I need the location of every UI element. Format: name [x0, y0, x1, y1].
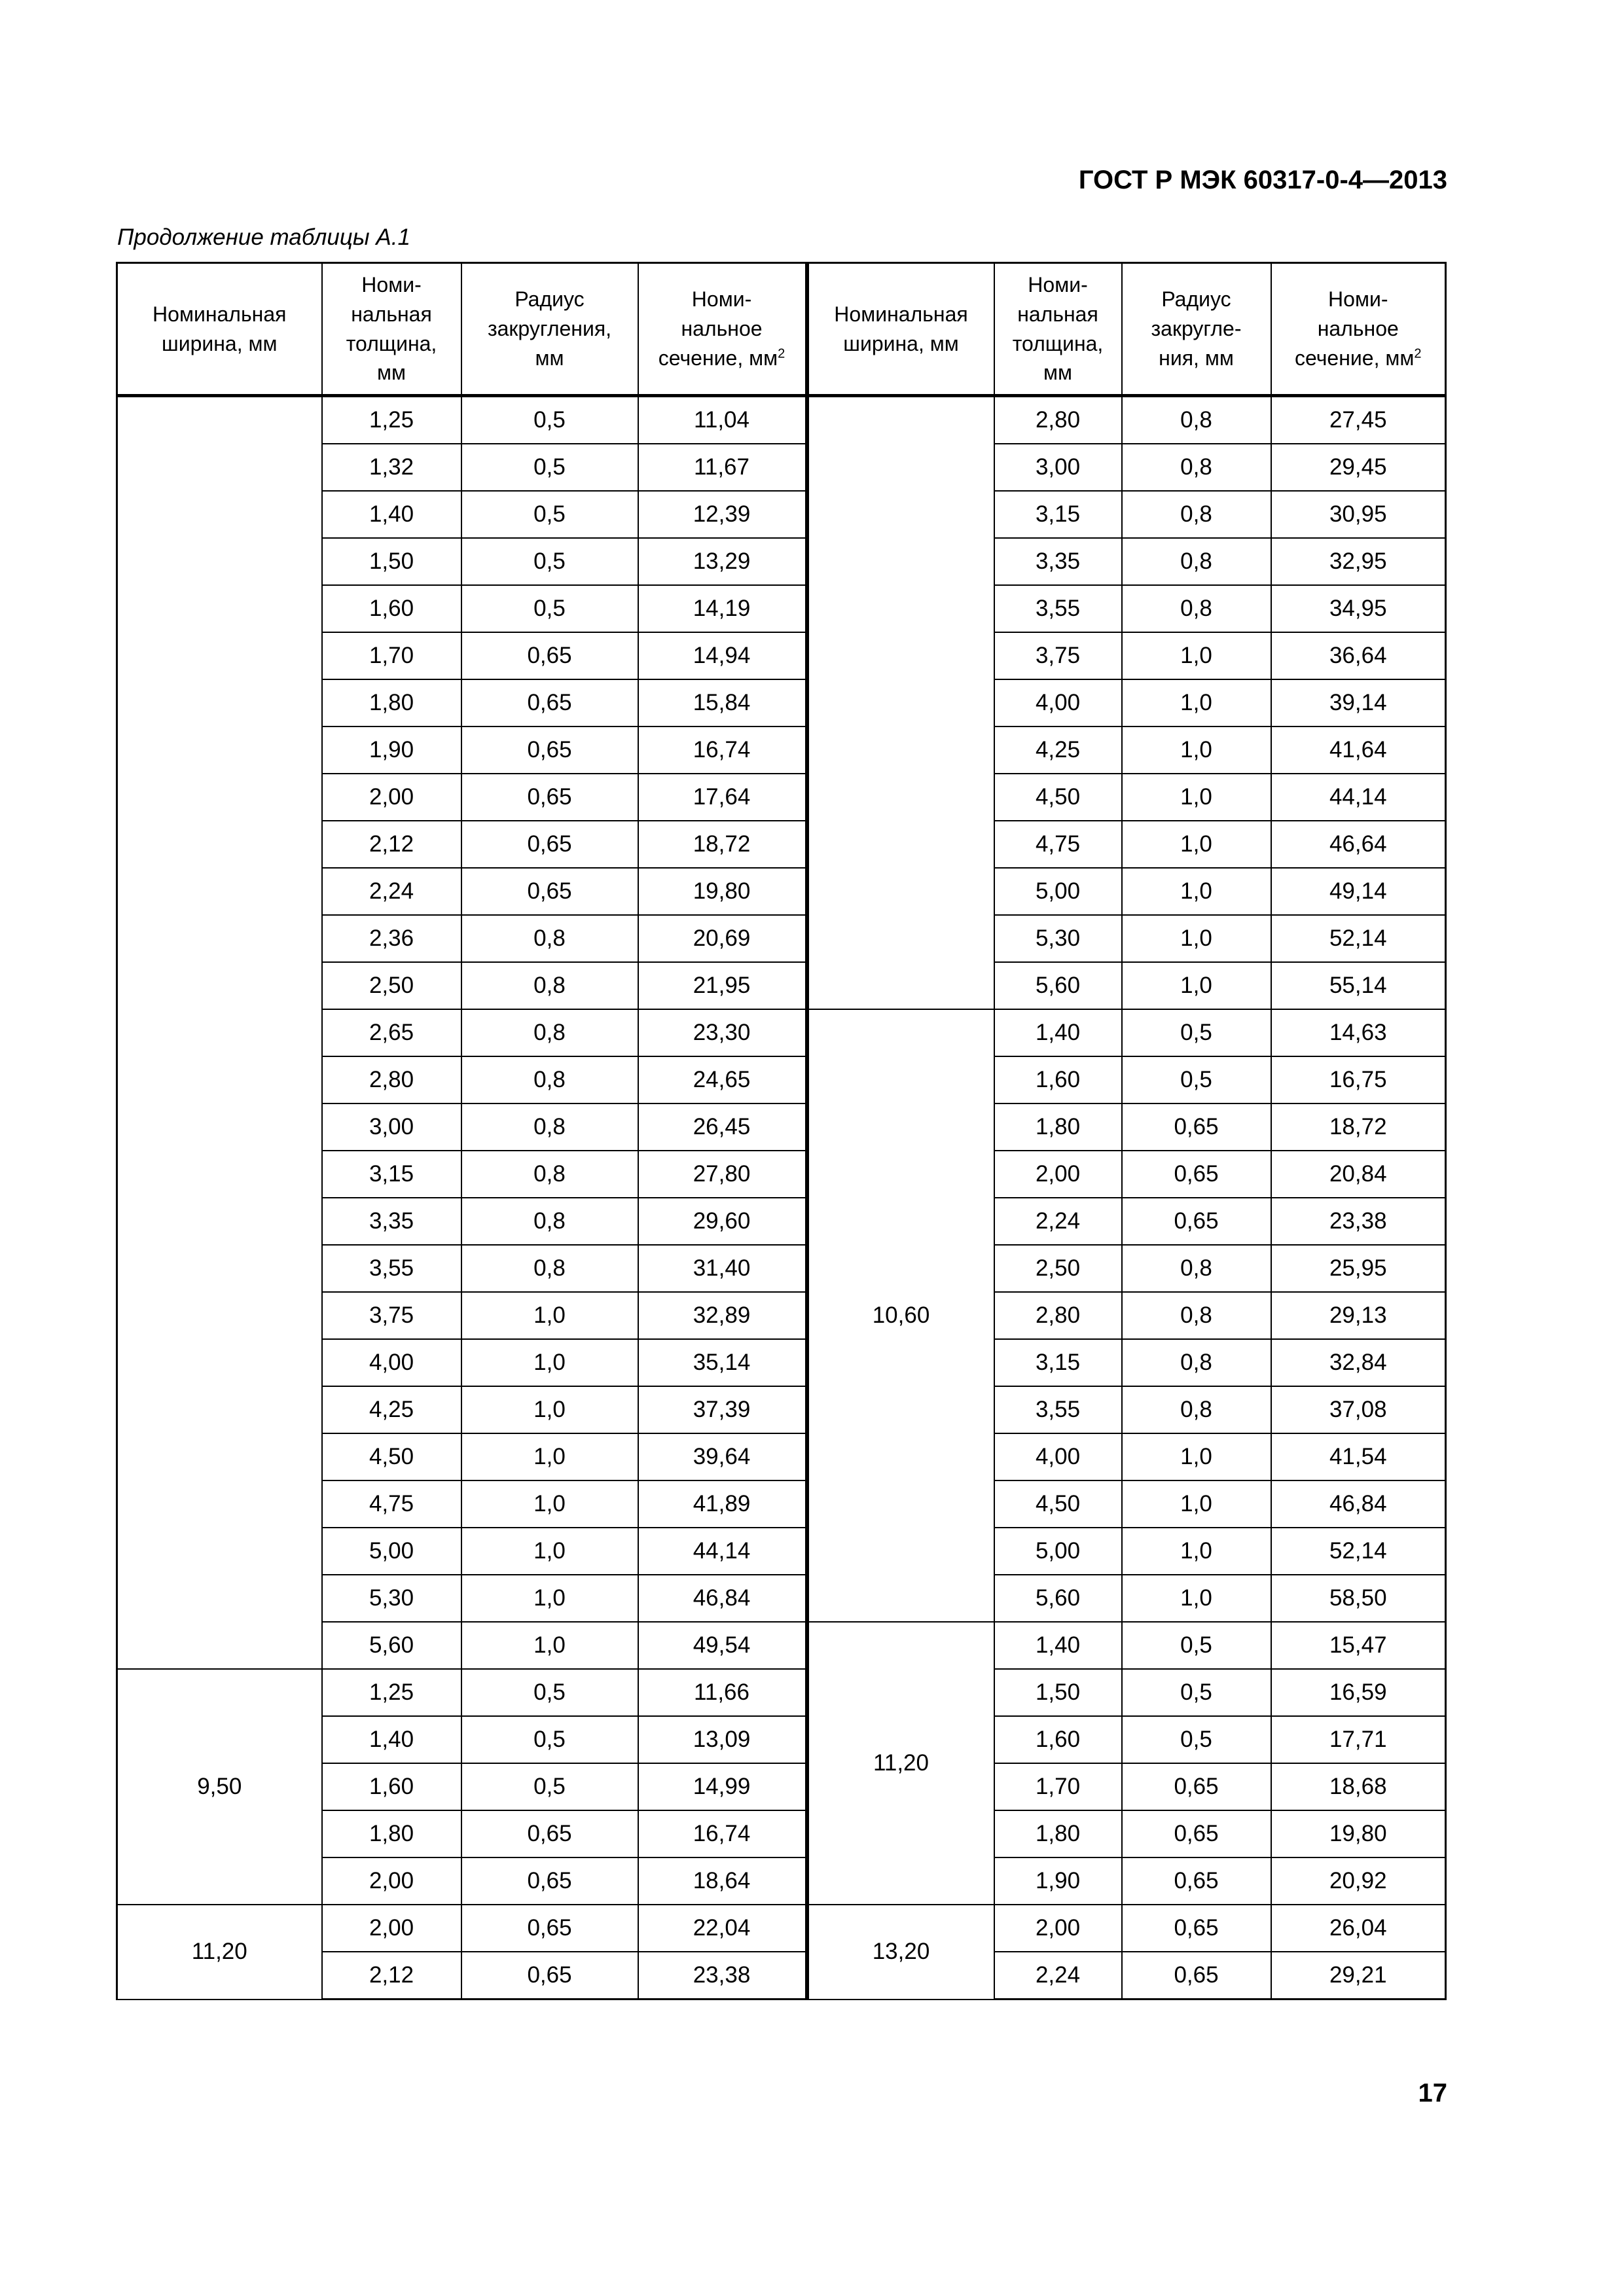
thickness-cell: 1,90	[994, 1857, 1122, 1905]
header-line: нальное	[1317, 317, 1399, 341]
radius-cell: 0,65	[461, 679, 638, 726]
thickness-cell: 2,12	[322, 1952, 461, 2000]
thickness-cell: 4,00	[994, 1433, 1122, 1480]
header-line: Номи-	[361, 272, 422, 296]
thickness-cell: 1,90	[322, 726, 461, 774]
table-body	[117, 396, 1446, 2000]
section-cell: 16,74	[638, 726, 807, 774]
radius-cell: 0,5	[461, 585, 638, 632]
thickness-cell: 5,60	[322, 1622, 461, 1669]
section-cell: 46,64	[1271, 821, 1446, 868]
radius-cell: 0,65	[461, 821, 638, 868]
section-cell: 46,84	[638, 1575, 807, 1622]
table-row	[117, 396, 1446, 444]
thickness-cell: 3,55	[994, 585, 1122, 632]
radius-cell: 0,5	[1122, 1622, 1271, 1669]
thickness-cell: 2,00	[322, 1905, 461, 1952]
header-line: закругле-	[1151, 317, 1242, 341]
section-cell: 55,14	[1271, 962, 1446, 1009]
column-header	[322, 263, 461, 396]
radius-cell: 1,0	[1122, 915, 1271, 962]
radius-cell: 0,65	[461, 632, 638, 679]
header-line: нальная	[1017, 302, 1098, 326]
width-cell: 13,20	[807, 1905, 994, 2000]
section-cell: 18,72	[1271, 1103, 1446, 1151]
radius-cell: 0,5	[461, 396, 638, 444]
thickness-cell: 3,55	[322, 1245, 461, 1292]
thickness-cell: 1,70	[994, 1763, 1122, 1810]
radius-cell: 0,65	[461, 1857, 638, 1905]
section-cell: 19,80	[1271, 1810, 1446, 1857]
page-number: 17	[1418, 2079, 1447, 2108]
section-cell: 31,40	[638, 1245, 807, 1292]
radius-cell: 0,5	[1122, 1009, 1271, 1056]
header-line: мм	[377, 361, 406, 385]
header-line: закругления,	[487, 317, 612, 341]
thickness-cell: 2,80	[322, 1056, 461, 1103]
thickness-cell: 1,25	[322, 1669, 461, 1716]
section-cell: 17,71	[1271, 1716, 1446, 1763]
section-cell: 52,14	[1271, 1528, 1446, 1575]
thickness-cell: 2,24	[322, 868, 461, 915]
section-cell: 12,39	[638, 491, 807, 538]
radius-cell: 0,5	[1122, 1056, 1271, 1103]
section-cell: 11,67	[638, 444, 807, 491]
section-cell: 24,65	[638, 1056, 807, 1103]
thickness-cell: 3,35	[994, 538, 1122, 585]
radius-cell: 0,8	[461, 1198, 638, 1245]
thickness-cell: 4,75	[322, 1480, 461, 1528]
radius-cell: 0,8	[1122, 1386, 1271, 1433]
unit-superscript: 2	[1414, 346, 1422, 361]
thickness-cell: 2,36	[322, 915, 461, 962]
section-cell: 23,38	[1271, 1198, 1446, 1245]
thickness-cell: 5,60	[994, 1575, 1122, 1622]
section-cell: 37,08	[1271, 1386, 1446, 1433]
thickness-cell: 1,40	[322, 491, 461, 538]
radius-cell: 1,0	[461, 1622, 638, 1669]
header-line: нальная	[351, 302, 432, 326]
radius-cell: 1,0	[461, 1528, 638, 1575]
header-line: ния, мм	[1159, 346, 1234, 370]
radius-cell: 0,5	[461, 444, 638, 491]
header-row	[117, 263, 1446, 396]
section-cell: 21,95	[638, 962, 807, 1009]
radius-cell: 1,0	[1122, 726, 1271, 774]
thickness-cell: 5,30	[994, 915, 1122, 962]
table-row	[117, 1669, 1446, 1716]
radius-cell: 0,65	[1122, 1198, 1271, 1245]
thickness-cell: 3,00	[322, 1103, 461, 1151]
section-cell: 20,84	[1271, 1151, 1446, 1198]
thickness-cell: 2,00	[322, 1857, 461, 1905]
thickness-cell: 1,80	[994, 1103, 1122, 1151]
header-line: Номинальная	[834, 302, 968, 326]
radius-cell: 0,65	[461, 1905, 638, 1952]
thickness-cell: 1,60	[994, 1716, 1122, 1763]
section-cell: 25,95	[1271, 1245, 1446, 1292]
table-caption: Продолжение таблицы А.1	[117, 224, 410, 250]
column-header	[638, 263, 807, 396]
section-cell: 29,13	[1271, 1292, 1446, 1339]
section-cell: 30,95	[1271, 491, 1446, 538]
thickness-cell: 2,00	[994, 1905, 1122, 1952]
radius-cell: 1,0	[1122, 821, 1271, 868]
width-cell: 11,20	[117, 1905, 322, 2000]
section-cell: 16,59	[1271, 1669, 1446, 1716]
section-cell: 36,64	[1271, 632, 1446, 679]
radius-cell: 0,5	[1122, 1716, 1271, 1763]
thickness-cell: 3,15	[322, 1151, 461, 1198]
thickness-cell: 2,00	[994, 1151, 1122, 1198]
thickness-cell: 4,75	[994, 821, 1122, 868]
thickness-cell: 1,40	[322, 1716, 461, 1763]
thickness-cell: 3,00	[994, 444, 1122, 491]
thickness-cell: 3,75	[322, 1292, 461, 1339]
section-cell: 49,14	[1271, 868, 1446, 915]
section-cell: 19,80	[638, 868, 807, 915]
section-cell: 29,45	[1271, 444, 1446, 491]
radius-cell: 0,5	[461, 491, 638, 538]
radius-cell: 0,8	[1122, 1245, 1271, 1292]
section-cell: 44,14	[638, 1528, 807, 1575]
radius-cell: 1,0	[461, 1433, 638, 1480]
radius-cell: 0,65	[1122, 1905, 1271, 1952]
width-cell	[807, 396, 994, 1010]
radius-cell: 0,8	[1122, 1339, 1271, 1386]
radius-cell: 0,5	[461, 1669, 638, 1716]
section-cell: 17,64	[638, 774, 807, 821]
section-cell: 15,84	[638, 679, 807, 726]
thickness-cell: 3,15	[994, 1339, 1122, 1386]
section-cell: 20,92	[1271, 1857, 1446, 1905]
width-cell: 11,20	[807, 1622, 994, 1905]
thickness-cell: 2,65	[322, 1009, 461, 1056]
section-cell: 46,84	[1271, 1480, 1446, 1528]
section-cell: 13,29	[638, 538, 807, 585]
thickness-cell: 3,35	[322, 1198, 461, 1245]
section-cell: 32,95	[1271, 538, 1446, 585]
radius-cell: 1,0	[1122, 1433, 1271, 1480]
width-cell: 10,60	[807, 1009, 994, 1622]
thickness-cell: 1,40	[994, 1009, 1122, 1056]
thickness-cell: 1,70	[322, 632, 461, 679]
radius-cell: 0,8	[461, 915, 638, 962]
thickness-cell: 4,25	[322, 1386, 461, 1433]
radius-cell: 0,8	[1122, 396, 1271, 444]
radius-cell: 0,65	[1122, 1857, 1271, 1905]
header-line: толщина,	[346, 331, 437, 355]
section-cell: 37,39	[638, 1386, 807, 1433]
section-cell: 26,04	[1271, 1905, 1446, 1952]
radius-cell: 1,0	[1122, 679, 1271, 726]
section-cell: 39,14	[1271, 679, 1446, 726]
radius-cell: 0,5	[461, 538, 638, 585]
section-cell: 32,89	[638, 1292, 807, 1339]
section-cell: 34,95	[1271, 585, 1446, 632]
thickness-cell: 4,50	[322, 1433, 461, 1480]
section-cell: 13,09	[638, 1716, 807, 1763]
radius-cell: 0,8	[1122, 1292, 1271, 1339]
radius-cell: 0,8	[1122, 538, 1271, 585]
thickness-cell: 3,15	[994, 491, 1122, 538]
width-cell	[117, 396, 322, 1670]
section-cell: 41,89	[638, 1480, 807, 1528]
thickness-cell: 1,40	[994, 1622, 1122, 1669]
thickness-cell: 5,60	[994, 962, 1122, 1009]
section-cell: 27,45	[1271, 396, 1446, 444]
section-cell: 41,54	[1271, 1433, 1446, 1480]
section-cell: 16,74	[638, 1810, 807, 1857]
thickness-cell: 4,00	[322, 1339, 461, 1386]
section-cell: 14,99	[638, 1763, 807, 1810]
radius-cell: 1,0	[461, 1480, 638, 1528]
section-cell: 29,21	[1271, 1952, 1446, 2000]
width-cell: 9,50	[117, 1669, 322, 1905]
thickness-cell: 1,60	[322, 1763, 461, 1810]
radius-cell: 0,8	[461, 1245, 638, 1292]
section-cell: 58,50	[1271, 1575, 1446, 1622]
thickness-cell: 2,50	[994, 1245, 1122, 1292]
radius-cell: 0,5	[461, 1716, 638, 1763]
radius-cell: 0,65	[461, 868, 638, 915]
thickness-cell: 5,00	[994, 868, 1122, 915]
section-cell: 14,19	[638, 585, 807, 632]
section-cell: 52,14	[1271, 915, 1446, 962]
header-line: сечение, мм	[1295, 346, 1415, 370]
section-cell: 22,04	[638, 1905, 807, 1952]
column-header	[994, 263, 1122, 396]
thickness-cell: 4,50	[994, 1480, 1122, 1528]
thickness-cell: 4,25	[994, 726, 1122, 774]
thickness-cell: 5,00	[322, 1528, 461, 1575]
thickness-cell: 2,80	[994, 1292, 1122, 1339]
header-line: толщина,	[1012, 331, 1104, 355]
column-header	[461, 263, 638, 396]
radius-cell: 0,5	[1122, 1669, 1271, 1716]
section-cell: 18,68	[1271, 1763, 1446, 1810]
section-cell: 14,63	[1271, 1009, 1446, 1056]
radius-cell: 0,65	[1122, 1763, 1271, 1810]
thickness-cell: 1,80	[994, 1810, 1122, 1857]
header-line: Номи-	[1028, 272, 1088, 296]
radius-cell: 1,0	[461, 1386, 638, 1433]
thickness-cell: 3,55	[994, 1386, 1122, 1433]
thickness-cell: 2,50	[322, 962, 461, 1009]
section-cell: 15,47	[1271, 1622, 1446, 1669]
column-header	[807, 263, 994, 396]
thickness-cell: 1,25	[322, 396, 461, 444]
radius-cell: 0,8	[1122, 444, 1271, 491]
radius-cell: 1,0	[1122, 868, 1271, 915]
header-line: Радиус	[1161, 287, 1231, 312]
section-cell: 26,45	[638, 1103, 807, 1151]
radius-cell: 1,0	[461, 1575, 638, 1622]
thickness-cell: 2,24	[994, 1952, 1122, 2000]
section-cell: 27,80	[638, 1151, 807, 1198]
thickness-cell: 1,50	[994, 1669, 1122, 1716]
radius-cell: 1,0	[1122, 962, 1271, 1009]
section-cell: 23,38	[638, 1952, 807, 2000]
section-cell: 11,66	[638, 1669, 807, 1716]
thickness-cell: 1,60	[322, 585, 461, 632]
radius-cell: 1,0	[461, 1339, 638, 1386]
thickness-cell: 1,60	[994, 1056, 1122, 1103]
radius-cell: 0,65	[1122, 1952, 1271, 2000]
thickness-cell: 1,32	[322, 444, 461, 491]
thickness-cell: 4,50	[994, 774, 1122, 821]
radius-cell: 0,8	[461, 1103, 638, 1151]
document-code: ГОСТ Р МЭК 60317-0-4—2013	[1078, 166, 1447, 194]
section-cell: 14,94	[638, 632, 807, 679]
thickness-cell: 2,12	[322, 821, 461, 868]
radius-cell: 0,65	[461, 726, 638, 774]
radius-cell: 0,8	[461, 962, 638, 1009]
thickness-cell: 1,80	[322, 1810, 461, 1857]
header-line: Радиус	[514, 287, 585, 312]
section-cell: 18,64	[638, 1857, 807, 1905]
unit-superscript: 2	[778, 346, 785, 361]
section-cell: 11,04	[638, 396, 807, 444]
thickness-cell: 5,00	[994, 1528, 1122, 1575]
radius-cell: 0,65	[1122, 1103, 1271, 1151]
section-cell: 16,75	[1271, 1056, 1446, 1103]
radius-cell: 0,8	[461, 1009, 638, 1056]
header-line: ширина, мм	[162, 331, 278, 355]
radius-cell: 1,0	[1122, 774, 1271, 821]
thickness-cell: 5,30	[322, 1575, 461, 1622]
thickness-cell: 1,80	[322, 679, 461, 726]
header-line: Номи-	[1328, 287, 1388, 312]
radius-cell: 0,8	[1122, 585, 1271, 632]
radius-cell: 0,65	[1122, 1810, 1271, 1857]
section-cell: 18,72	[638, 821, 807, 868]
radius-cell: 1,0	[1122, 632, 1271, 679]
header-line: ширина, мм	[843, 331, 959, 355]
radius-cell: 0,8	[461, 1056, 638, 1103]
section-cell: 39,64	[638, 1433, 807, 1480]
thickness-cell: 4,00	[994, 679, 1122, 726]
column-header	[117, 263, 322, 396]
section-cell: 29,60	[638, 1198, 807, 1245]
section-cell: 49,54	[638, 1622, 807, 1669]
header-line: сечение, мм	[658, 346, 778, 370]
radius-cell: 0,65	[1122, 1151, 1271, 1198]
column-header	[1271, 263, 1446, 396]
thickness-cell: 3,75	[994, 632, 1122, 679]
header-line: мм	[535, 346, 564, 370]
radius-cell: 0,8	[1122, 491, 1271, 538]
radius-cell: 1,0	[461, 1292, 638, 1339]
table-row	[117, 1905, 1446, 1952]
radius-cell: 1,0	[1122, 1575, 1271, 1622]
section-cell: 20,69	[638, 915, 807, 962]
section-cell: 23,30	[638, 1009, 807, 1056]
radius-cell: 0,65	[461, 774, 638, 821]
column-header	[1122, 263, 1271, 396]
thickness-cell: 2,24	[994, 1198, 1122, 1245]
section-cell: 35,14	[638, 1339, 807, 1386]
section-cell: 41,64	[1271, 726, 1446, 774]
data-table	[116, 262, 1447, 2000]
thickness-cell: 1,50	[322, 538, 461, 585]
header-line: Номи-	[691, 287, 752, 312]
section-cell: 44,14	[1271, 774, 1446, 821]
header-line: нальное	[681, 317, 763, 341]
radius-cell: 0,8	[461, 1151, 638, 1198]
radius-cell: 1,0	[1122, 1528, 1271, 1575]
thickness-cell: 2,00	[322, 774, 461, 821]
radius-cell: 0,65	[461, 1952, 638, 2000]
thickness-cell: 2,80	[994, 396, 1122, 444]
header-line: Номинальная	[153, 302, 287, 326]
radius-cell: 0,5	[461, 1763, 638, 1810]
section-cell: 32,84	[1271, 1339, 1446, 1386]
header-line: мм	[1043, 361, 1072, 385]
radius-cell: 0,65	[461, 1810, 638, 1857]
radius-cell: 1,0	[1122, 1480, 1271, 1528]
